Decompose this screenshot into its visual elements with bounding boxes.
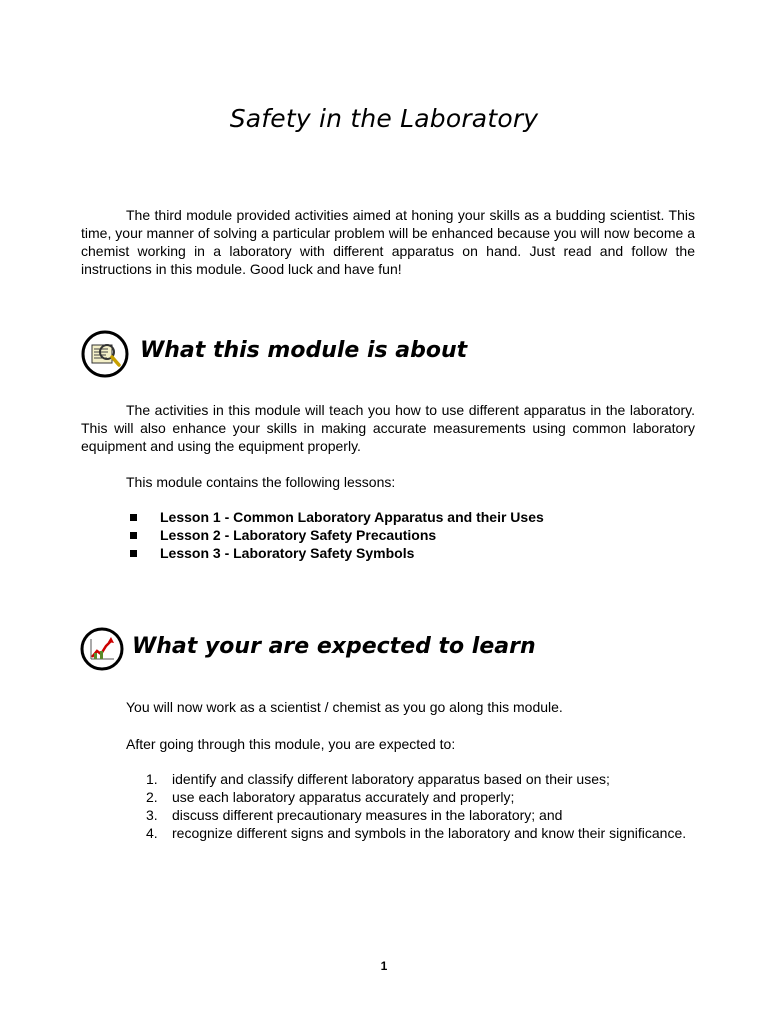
item-number: 1.	[146, 771, 158, 787]
item-number: 4.	[146, 825, 158, 841]
item-number: 3.	[146, 807, 158, 823]
module-about-paragraph: The activities in this module will teach you how to use different apparatus in the laboratory. This will also enhance your skills in making accurate measurements using common laboratory equipment and using the equipment properly.	[81, 402, 695, 454]
item-number: 2.	[146, 789, 158, 805]
bullet-square-icon	[130, 532, 137, 539]
objective-text: use each laboratory apparatus accurately and properly;	[172, 789, 515, 805]
bullet-square-icon	[130, 550, 137, 557]
section-heading-module-about: What this module is about	[140, 338, 468, 363]
lesson-label: Lesson 3 - Laboratory Safety Symbols	[160, 545, 415, 561]
rising-chart-icon	[80, 627, 124, 671]
list-item	[146, 824, 689, 842]
section-heading-expected-learn: What your are expected to learn	[132, 634, 536, 659]
objective-text: recognize different signs and symbols in the laboratory and know their significance.	[172, 825, 687, 841]
page-number: 1	[380, 959, 388, 973]
intro-paragraph: The third module provided activities aimed at honing your skills as a budding scientist. This time, your manner of solving a particular problem will be enhanced because you will now become a chemist working in a laboratory with different apparatus on hand. Just read and follow the instructions in this module. Good luck and have fun!	[81, 207, 695, 277]
lesson-label: Lesson 2 - Laboratory Safety Precautions	[160, 527, 437, 543]
list-item	[126, 526, 544, 544]
list-item	[126, 508, 544, 526]
expected-to-line: After going through this module, you are expected to:	[126, 736, 456, 752]
magnifier-document-icon	[81, 330, 125, 374]
lessons-list	[126, 508, 544, 562]
list-item	[146, 788, 689, 806]
lessons-intro: This module contains the following lessons:	[126, 474, 396, 490]
lesson-label: Lesson 1 - Common Laboratory Apparatus and their Uses	[160, 509, 544, 525]
expected-intro-line: You will now work as a scientist / chemist as you go along this module.	[126, 699, 563, 715]
bullet-square-icon	[130, 514, 137, 521]
objectives-list	[146, 770, 689, 842]
objective-text: identify and classify different laboratory apparatus based on their uses;	[172, 771, 610, 787]
objective-text: discuss different precautionary measures in the laboratory; and	[172, 807, 563, 823]
page-title: Safety in the Laboratory	[229, 104, 539, 133]
list-item	[146, 770, 689, 788]
list-item	[146, 806, 689, 824]
list-item	[126, 544, 544, 562]
